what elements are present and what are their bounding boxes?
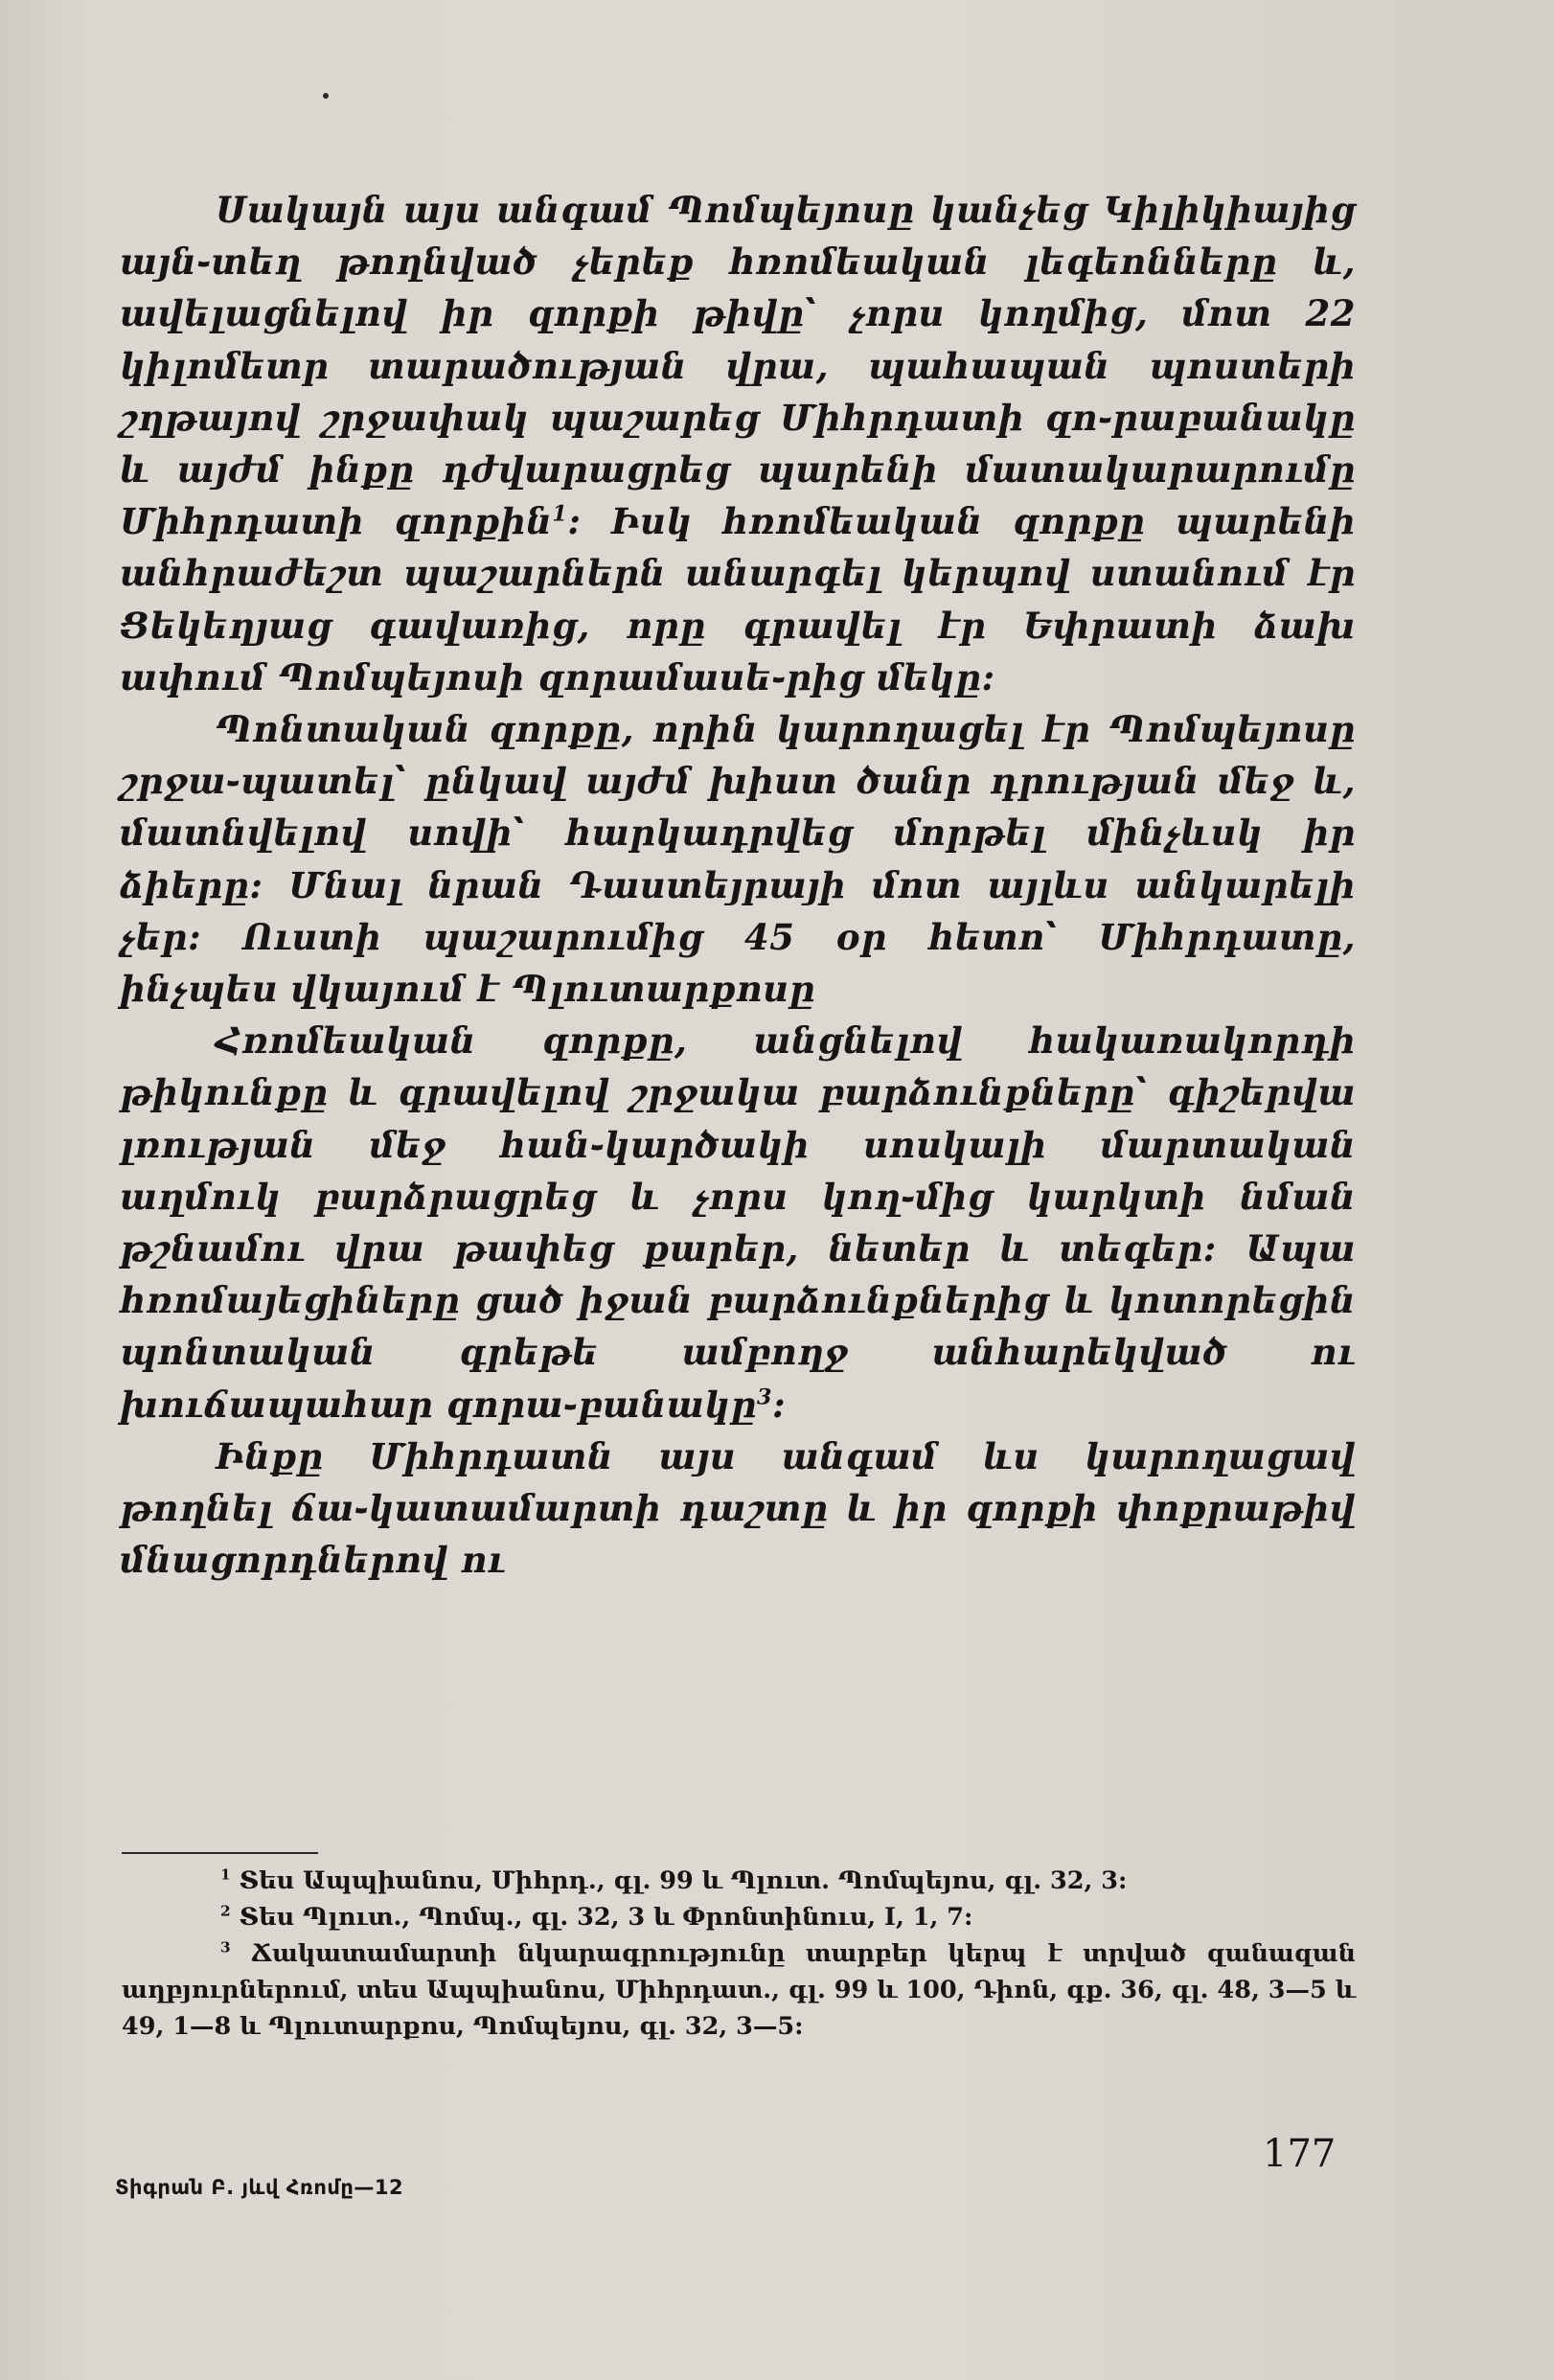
paragraph-4: Ինքը Միհրդատն այս անգամ ևս կարողացավ թողնել ճա֊կատամարտի դաշտը և իր զորքի փոքրաթիվ մնացորդներով ու: [120, 1434, 1356, 1582]
printer-signature: Տիգրան Բ. յևվ Հռոմը—12: [115, 2176, 404, 2199]
page-number: 177: [1263, 2132, 1337, 2176]
paragraph-3: Հռոմեական զորքը, անցնելով հակառակորդի թիկունքը և գրավելով շրջակա բարձունքները՝ գիշերվա լռության մեջ հան֊կարծակի սոսկալի մարտական աղմուկ բարձրացրեց և չորս կող֊մից կարկտի նման թշնամու վրա թափեց քարեր, նետեր և տեգեր: Ապա հռոմայեցիները ցած իջան բարձունքներից և կոտորեցին պոնտական գրեթե ամբողջ անհարեկված ու խուճապահար զորա֊բանակը$^3$:: [120, 1019, 1356, 1426]
footnote-3: $^3$ Ճակատամարտի նկարագրությունը տարբեր կերպ է տրված զանազան աղբյուրներում, տես Ապպիանոս, Միհրդատ., գլ. 99 և 100, Դիոն, գք. 36, գլ. 48, 3—5 և 49, 1—8 և Պլուտարքոս, Պոմպեյոս, գլ. 32, 3—5:: [122, 1938, 1356, 2041]
footnote-ref-3[interactable]: 3: [757, 1385, 772, 1410]
ink-dot: [323, 93, 329, 99]
paragraph-2: Պոնտական զորքը, որին կարողացել էր Պոմպեյոսը շրջա֊պատել՝ ընկավ այժմ խիստ ծանր դրության մեջ և, մատնվելով սովի՝ հարկադրվեց մորթել մինչևսկ իր ձիերը: Մնալ նրան Դաստեյրայի մոտ այլևս անկարելի չեր: Ուստի պաշարումից 45 օր հետո՝ Միհրդատը, ինչպես վկայում է Պլուտարքոսը: [120, 708, 1356, 1011]
paragraph-1: Սակայն այս անգամ Պոմպեյոսը կանչեց Կիլիկիայից այն֊տեղ թողնված չերեք հռոմեական լեգեոնները և, ավելացնելով իր զորքի թիվը՝ չորս կողմից, մոտ 22 կիլոմետր տարածության վրա, պահապան պոստերի շղթայով շրջափակ պաշարեց Միհրդատի զո֊րաբանակը և այժմ ինքը դժվարացրեց պարենի մատակարարումը Միհրդատի զորքին$^1$: Իսկ հռոմեական զորքը պարենի անհրաժեշտ պաշարներն անարգել կերպով ստանում էր Ցեկեղյաց գավառից, որը գրավել էր Եփրատի ձախ ափում Պոմպեյոսի զորամասե֊րից մեկը:: [120, 189, 1356, 698]
footnote-2: $^2$ Տես Պլուտ., Պոմպ., գլ. 32, 3 և Փրոնտինուս, I, 1, 7:: [220, 1902, 973, 1932]
footnote-ref-1[interactable]: 1: [552, 501, 568, 527]
main-text: [120, 184, 1356, 1586]
footnotes: [122, 1863, 1356, 2045]
footnote-divider: [122, 1852, 318, 1854]
footnote-1: $^1$ Տես Ապպիանոս, Միհրդ., գլ. 99 և Պլուտ. Պոմպեյոս, գլ. 32, 3:: [220, 1865, 1128, 1895]
